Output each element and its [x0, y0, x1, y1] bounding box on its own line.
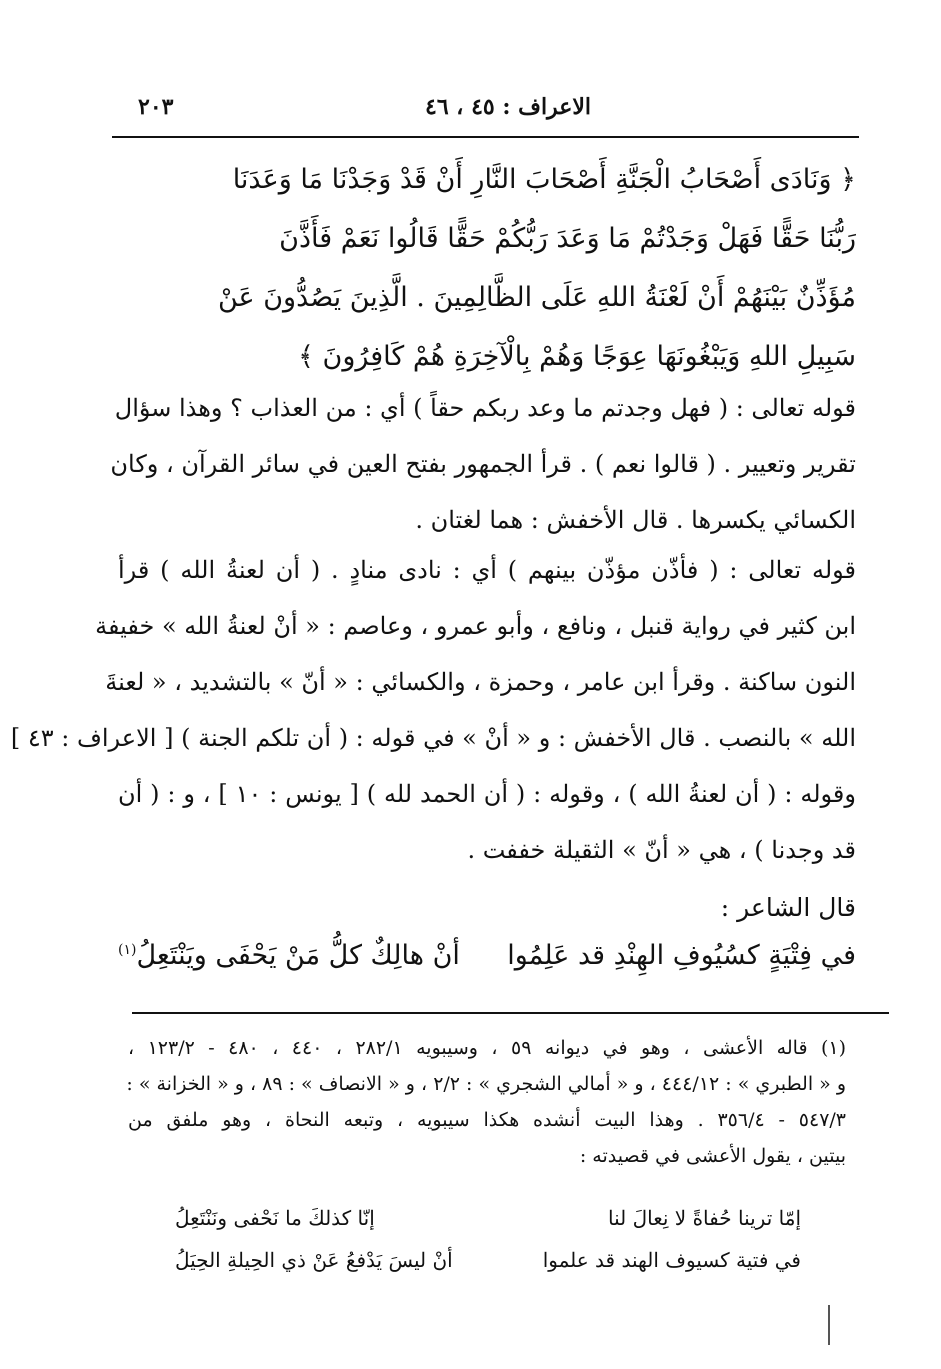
footnote-line: بيتين ، يقول الأعشى في قصيدته :: [579, 1145, 846, 1167]
running-header: [118, 92, 861, 128]
paragraph-line: قد وجدنا ) ، هي « أنّ » الثقيلة خففت .: [467, 836, 856, 864]
footnote-poem-hemistich-second: أنْ ليسَ يَدْفعُ عَنْ ذي الحِيلةِ الحِيَلُ: [175, 1248, 453, 1272]
footnote-line: و « الطبري » : ٤٤٤/١٢ ، و « أمالي الشجري » : ٢/٢ ، و « الانصاف » : ٨٩ ، و « الخزانة » :: [126, 1073, 846, 1095]
surah-reference: الاعراف : ٤٥ ، ٤٦: [425, 94, 591, 120]
verse-line: سَبِيلِ اللهِ وَيَبْغُونَهَا عِوَجًا وَهُمْ بِالْآخِرَةِ هُمْ كَافِرُونَ ﴾: [298, 341, 856, 372]
page-number: ٢٠٣: [138, 94, 174, 120]
footnote-marker: (١): [118, 942, 137, 958]
poem-verse: [118, 940, 856, 990]
scan-margin-mark: [828, 1305, 830, 1345]
poet-intro: قال الشاعر :: [720, 893, 856, 922]
paragraph-line: الله » بالنصب . قال الأخفش : و « أنْ » في قوله : ( أن تلكم الجنة ) [ الاعراف : ٤٣ ]: [10, 724, 856, 752]
footnote-poem-verse: [175, 1248, 801, 1280]
paragraph-line: تقرير وتعيير . ( قالوا نعم ) . قرأ الجمهور بفتح العين في سائر القرآن ، وكان: [110, 450, 856, 478]
footnote-poem-hemistich-first: في فتية كسيوف الهند قد علموا: [542, 1248, 801, 1272]
poem-hemistich-first: في فِتْيَةٍ كسُيُوفِ الهِنْدِ قد عَلِمُوا: [507, 940, 856, 971]
paragraph-line: ابن كثير في رواية قنبل ، ونافع ، وأبو عمرو ، وعاصم : « أنْ لعنةُ الله » خفيفة: [95, 612, 856, 640]
footnote-block: [128, 1030, 846, 1174]
commentary-paragraph-2: [10, 542, 856, 878]
paragraph-line: وقوله : ( أن لعنةُ الله ) ، وقوله : ( أن الحمد لله ) [ يونس : ١٠ ] ، و : ( أن: [118, 780, 856, 808]
poem-hemistich-second: [118, 940, 460, 971]
paragraph-line: الكسائي يكسرها . قال الأخفش : هما لغتان .: [415, 506, 856, 534]
footnote-poem-hemistich-first: إمّا ترينا حُفاةً لا نِعالَ لنا: [608, 1206, 801, 1230]
footnote-line: ٥٤٧/٣ - ٣٥٦/٤ . وهذا البيت أنشده هكذا سيبويه ، وتبعه النحاة ، وهو ملفق من: [128, 1109, 847, 1131]
verse-line: مُؤَذِّنٌ بَيْنَهُمْ أَنْ لَعْنَةُ اللهِ عَلَى الظَّالِمِينَ . الَّذِينَ يَصُدُّونَ عَنْ: [217, 282, 856, 313]
verse-line: ﴿ وَنَادَى أَصْحَابُ الْجَنَّةِ أَصْحَابَ النَّارِ أَنْ قَدْ وَجَدْنَا مَا وَعَدَنَا: [232, 164, 856, 195]
paragraph-line: النون ساكنة . وقرأ ابن عامر ، وحمزة ، والكسائي : « أنّ » بالتشديد ، « لعنةَ: [105, 668, 856, 696]
footnote-poem-verse: [175, 1206, 801, 1238]
verse-line: رَبُّنَا حَقًّا فَهَلْ وَجَدْتُمْ مَا وَعَدَ رَبُّكُمْ حَقًّا قَالُوا نَعَمْ فَأَذَّنَ: [279, 223, 856, 254]
paragraph-line: قوله تعالى : ( فهل وجدتم ما وعد ربكم حقاً ) أي : من العذاب ؟ وهذا سؤال: [114, 394, 856, 422]
paragraph-line: قوله تعالى : ( فأذّن مؤذّن بينهم ) أي : نادى منادٍ . ( أن لعنةُ الله ) قرأ: [118, 556, 856, 584]
footnote-divider: [132, 1012, 889, 1014]
footnote-line: (١) قاله الأعشى ، وهو في ديوانه ٥٩ ، وسيبويه ٢٨٢/١ ، ٤٤٠ ، ٤٨٠ - ١٢٣/٢ ،: [128, 1037, 847, 1059]
poem-hemistich-second-text: أنْ هالِكٌ كلُّ مَنْ يَحْفَى ويَنْتَعِلُ: [136, 940, 460, 971]
commentary-paragraph-1: [110, 380, 856, 548]
footnote-poem-hemistich-second: إنّا كذلكَ ما نَحْفى ونَنْتَعِلُ: [175, 1206, 375, 1230]
quran-verse-block: [118, 150, 856, 386]
header-divider: [112, 136, 859, 138]
